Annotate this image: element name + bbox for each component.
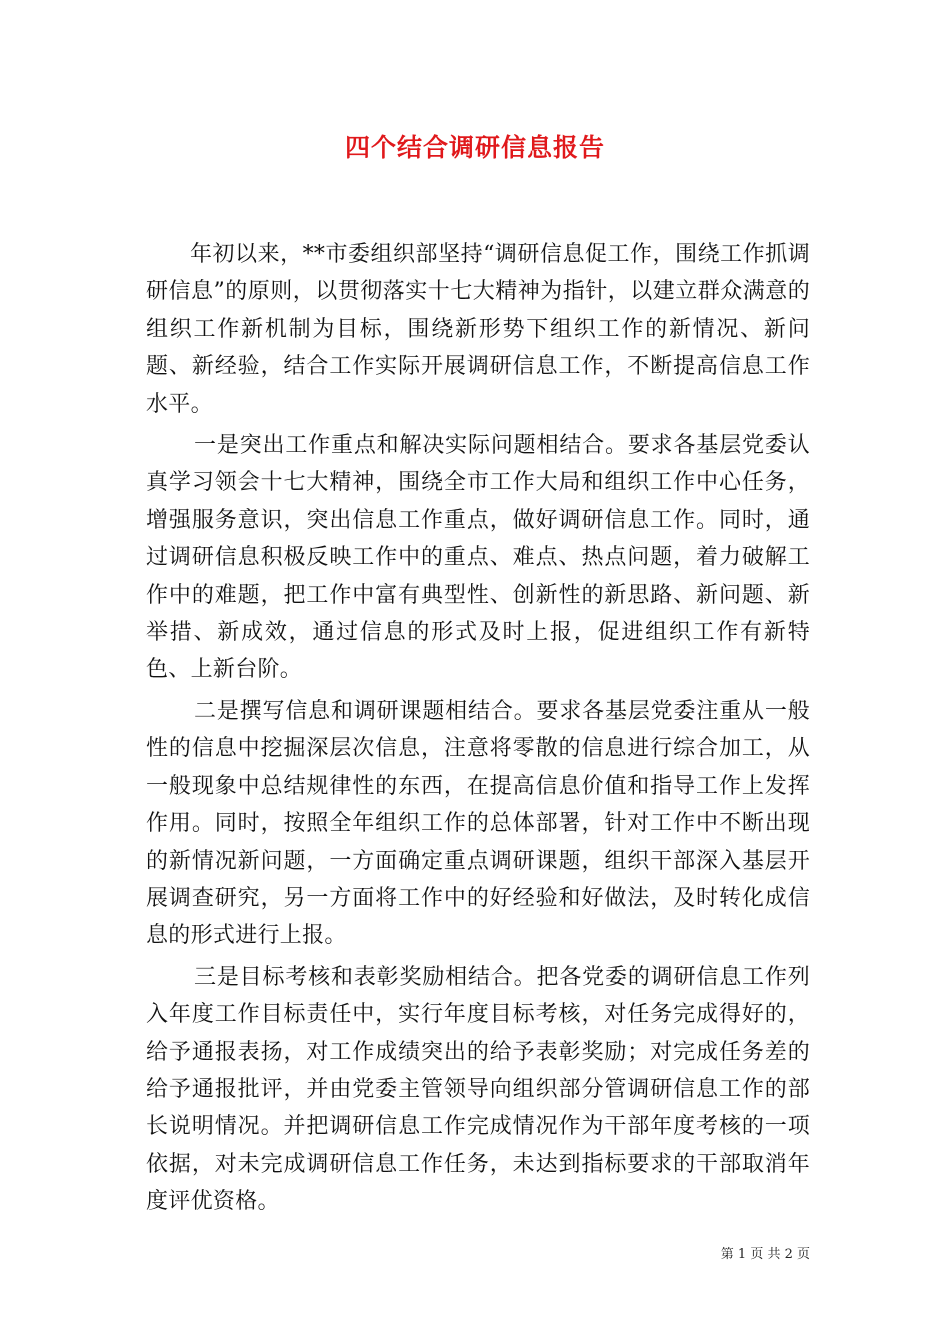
paragraph-point-three: 三是目标考核和表彰奖励相结合。把各党委的调研信息工作列入年度工作目标责任中，实行年度目标考核，对任务完成得好的，给予通报表扬，对工作成绩突出的给予表彰奖励；对完成任务差的给予通报批评，并由党委主管领导向组织部分管调研信息工作的部长说明情况。并把调研信息工作完成情况作为干部年度考核的一项依据，对未完成调研信息工作任务，未达到指标要求的干部取消年度评优资格。 — [146, 964, 810, 1215]
page-number: 第 1 页 共 2 页 — [720, 1247, 810, 1262]
document-title: 四个结合调研信息报告 — [344, 133, 605, 162]
paragraph-point-two: 二是撰写信息和调研课题相结合。要求各基层党委注重从一般性的信息中挖掘深层次信息，注意将零散的信息进行综合加工，从一般现象中总结规律性的东西，在提高信息价值和指导工作上发挥作用。同时，按照全年组织工作的总体部署，针对工作中不断出现的新情况新问题，一方面确定重点调研课题，组织干部深入基层开展调查研究，另一方面将工作中的好经验和好做法，及时转化成信息的形式进行上报。 — [146, 698, 810, 949]
paragraph-intro: 年初以来，**市委组织部坚持“调研信息促工作，围绕工作抓调研信息”的原则，以贯彻落实十七大精神为指针，以建立群众满意的组织工作新机制为目标，围绕新形势下组织工作的新情况、新问题、新经验，结合工作实际开展调研信息工作，不断提高信息工作水平。 — [146, 242, 810, 417]
document-body — [146, 236, 810, 1223]
paragraph-point-one: 一是突出工作重点和解决实际问题相结合。要求各基层党委认真学习领会十七大精神，围绕全市工作大局和组织工作中心任务，增强服务意识，突出信息工作重点，做好调研信息工作。同时，通过调研信息积极反映工作中的重点、难点、热点问题，着力破解工作中的难题，把工作中富有典型性、创新性的新思路、新问题、新举措、新成效，通过信息的形式及时上报，促进组织工作有新特色、上新台阶。 — [146, 433, 810, 683]
